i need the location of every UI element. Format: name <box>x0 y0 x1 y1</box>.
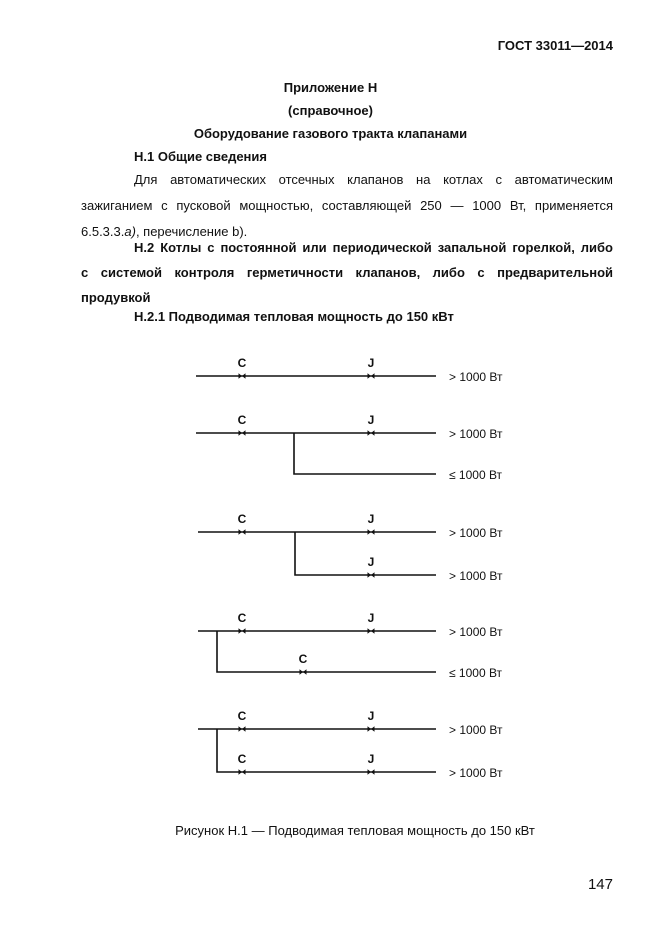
label-c: C <box>237 611 247 625</box>
power-label-high: > 1000 Вт <box>449 427 503 441</box>
section-h2-line-3: продувкой <box>81 290 151 305</box>
page-number: 147 <box>587 876 613 893</box>
annex-type: (справочное) <box>288 103 373 118</box>
section-h21-title: Н.2.1 Подводимая тепловая мощность до 150 кВт <box>134 309 454 324</box>
valve-c-3 <box>239 529 246 535</box>
annex-heading: Оборудование газового тракта клапанами <box>193 126 468 141</box>
label-j: J <box>367 709 375 723</box>
section-h1-line-1: Для автоматических отсечных клапанов на котлах с автоматическим <box>134 172 613 187</box>
valve-c-1 <box>239 373 246 379</box>
power-label-high: > 1000 Вт <box>449 370 503 384</box>
label-c: C <box>237 709 247 723</box>
valve-j-3b <box>368 572 375 578</box>
label-c: C <box>237 752 247 766</box>
valve-c-5b <box>239 769 246 775</box>
valve-c-2 <box>239 430 246 436</box>
section-h1-title: Н.1 Общие сведения <box>134 149 267 164</box>
valve-j-5a <box>368 726 375 732</box>
clause-ref: 6.5.3.3. <box>81 224 125 239</box>
label-j: J <box>367 512 375 526</box>
label-c: C <box>237 356 247 370</box>
power-label-high: > 1000 Вт <box>449 723 503 737</box>
label-j: J <box>367 752 375 766</box>
document-header: ГОСТ 33011—2014 <box>497 38 613 53</box>
label-j: J <box>367 413 375 427</box>
label-j: J <box>367 611 375 625</box>
clause-tail: , перечисление b). <box>135 224 248 239</box>
valve-j-2 <box>368 430 375 436</box>
valve-j-1 <box>368 373 375 379</box>
power-label-high: > 1000 Вт <box>449 625 503 639</box>
valve-c-5a <box>239 726 246 732</box>
valve-c-4a <box>239 628 246 634</box>
section-h1-line-2: зажиганием с пусковой мощностью, составляющей 250 — 1000 Вт, применяется <box>81 198 613 213</box>
label-j: J <box>367 356 375 370</box>
power-label-low: ≤ 1000 Вт <box>449 666 503 680</box>
label-c: C <box>237 413 247 427</box>
power-label-high: > 1000 Вт <box>449 569 503 583</box>
label-c: C <box>237 512 247 526</box>
power-label-high: > 1000 Вт <box>449 526 503 540</box>
label-j: J <box>367 555 375 569</box>
power-label-high: > 1000 Вт <box>449 766 503 780</box>
valve-j-5b <box>368 769 375 775</box>
valve-j-3a <box>368 529 375 535</box>
section-h2-line-2: с системой контроля герметичности клапанов, либо с предварительной <box>81 265 613 280</box>
section-h2-line-1: Н.2 Котлы с постоянной или периодической запальной горелкой, либо <box>134 240 613 255</box>
label-c: C <box>298 652 308 666</box>
figure-caption: Рисунок Н.1 — Подводимая тепловая мощность до 150 кВт <box>175 823 535 838</box>
valve-c-4b <box>300 669 307 675</box>
valve-j-4 <box>368 628 375 634</box>
power-label-low: ≤ 1000 Вт <box>449 468 503 482</box>
annex-title: Приложение Н <box>283 80 378 95</box>
clause-item: а) <box>124 224 136 239</box>
